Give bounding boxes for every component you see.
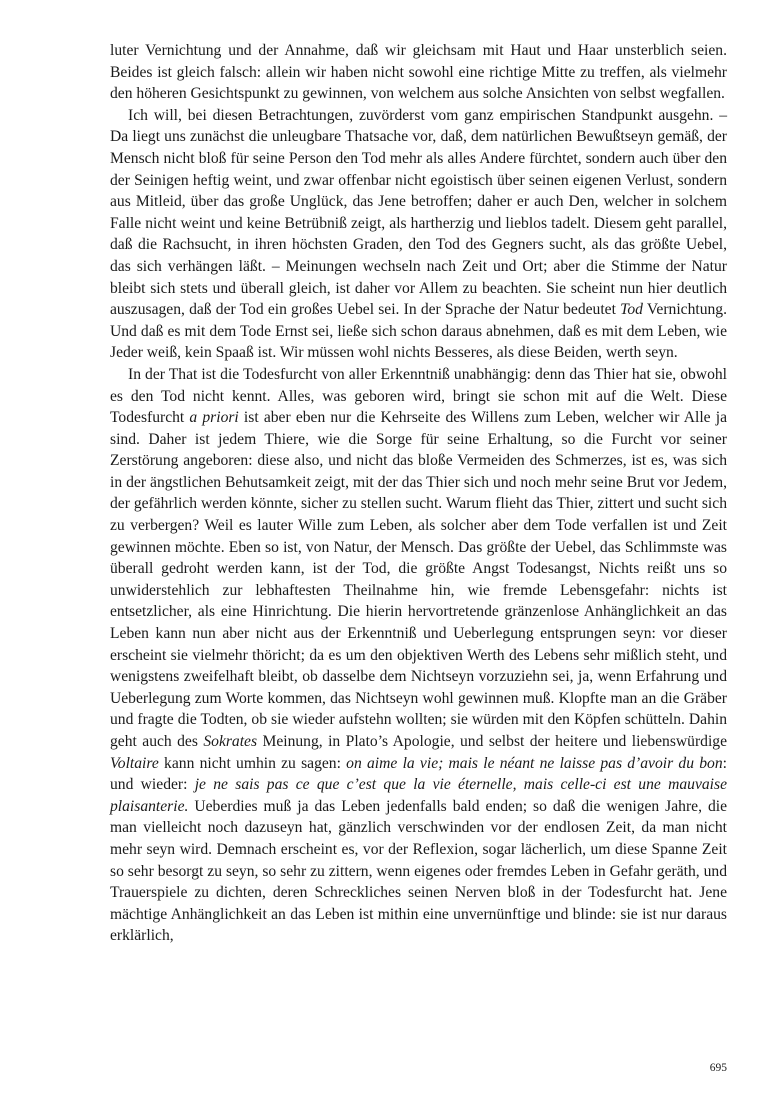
paragraph bbox=[110, 364, 727, 947]
text-run: luter Vernichtung und der Annahme, daß wir gleichsam mit Haut und Haar unsterblich seien. Beides ist gleich falsch: allein wir haben nicht sowohl eine richtige Mitte zu treffen, als vielmehr den höheren Gesichtspunkt zu gewinnen, von welchem aus solche Ansichten von selbst wegfallen. bbox=[110, 42, 727, 103]
paragraph bbox=[110, 105, 727, 364]
italic-text: a priori bbox=[189, 409, 239, 427]
italic-text: Voltaire bbox=[110, 754, 159, 772]
text-run: kann nicht umhin zu sagen: bbox=[158, 754, 347, 772]
text-run: Meinung, in Plato’s Apologie, und selbst der heitere und liebenswürdige bbox=[257, 733, 728, 750]
italic-text: je ne sais pas ce que c’est que la vie éternelle, mais celle-ci est une mauvaise plaisanterie. bbox=[110, 776, 727, 815]
text-run: Ich will, bei diesen Betrachtungen, zuvörderst vom ganz empirischen Standpunkt ausgehn. – Da liegt uns zunächst die unleugbare Thatsache vor, daß, dem natürlichen Bewußtseyn gemäß, der Mensch nicht bloß für seine Person den Tod mehr als alles Andere fürchtet, sondern auch über den der Seinigen heftig weint, und zwar offenbar nicht egoistisch über seinen eigenen Verlust, sondern aus Mitleid, über das große Unglück, das Jene betroffen; daher er auch Den, welcher in solchem Falle nicht weint und keine Betrübniß zeigt, als hartherzig und lieblos tadelt. Diesem geht parallel, daß die Rachsucht, in ihren höchsten Graden, den Tod des Gegners sucht, als das größte Uebel, das sich verhängen läßt. – Meinungen wechseln nach Zeit und Ort; aber die Stimme der Natur bleibt sich stets und überall gleich, ist daher vor Allem zu beachten. Sie scheint nun hier deutlich auszusagen, daß der Tod ein großes Uebel sei. In der Sprache der Natur bedeutet bbox=[110, 106, 727, 319]
italic-text: on aime la vie; mais le néant ne laisse pas d’avoir du bon bbox=[346, 754, 723, 772]
text-run: Ueberdies muß ja das Leben jedenfalls bald enden; so daß die wenigen Jahre, die man vielleicht noch dazuseyn hat, gänzlich verschwinden vor der endlosen Zeit, da man nicht mehr seyn wird. Demnach erscheint es, vor der Reflexion, sogar lächerlich, um diese Spanne Zeit so sehr besorgt zu seyn, so sehr zu zittern, wenn eigenes oder fremdes Leben in Gefahr geräth, und Trauerspiele zu dichten, deren Schreckliches seinen Nerven bloß in der Todesfurcht hat. Jene mächtige Anhänglichkeit an das Leben ist mithin eine unvernünftige und blinde: sie ist nur daraus erklärlich, bbox=[110, 797, 727, 945]
italic-text: Sokrates bbox=[203, 733, 258, 750]
page-number: 695 bbox=[709, 1062, 727, 1074]
italic-text: Tod bbox=[620, 301, 643, 319]
page-body bbox=[110, 40, 727, 947]
text-run: In der That ist die Todesfurcht von aller Erkenntniß unabhängig: denn das Thier hat sie, obwohl es den Tod nicht kennt. Alles, was geboren wird, bringt sie schon mit auf die Welt. Diese Todesfurcht bbox=[110, 365, 727, 427]
text-run: ist aber eben nur die Kehrseite des Willens zum Leben, welcher wir Alle ja sind. Daher ist jedem Thiere, wie die Sorge für seine Erhaltung, so die Furcht vor seiner Zerstörung angeboren: diese also, und nicht das bloße Vermeiden des Schmerzes, ist es, was sich in der ängstlichen Behutsamkeit zeigt, mit der das Thier sich und noch mehr seine Brut vor Jedem, der gefährlich werden könnte, sicher zu stellen sucht. Warum flieht das Thier, zittert und sucht sich zu verbergen? Weil es lauter Wille zum Leben, als solcher aber dem Tode verfallen ist und Zeit gewinnen möchte. Eben so ist, von Natur, der Mensch. Das größte der Uebel, das Schlimmste was überall gedroht werden kann, ist der Tod, die größte Angst Todesangst, Nichts reißt uns so unwiderstehlich zur lebhaftesten Theilnahme hin, wie fremde Lebensgefahr: nichts ist entsetzlicher, als eine Hinrichtung. Die hierin hervortretende gränzenlose Anhänglichkeit an das Leben kann nun aber nicht aus der Erkenntniß und Ueberlegung entsprungen seyn: vor dieser erscheint sie vielmehr thöricht; da es um den objektiven Werth des Lebens sehr mißlich steht, und wenigstens zweifelhaft bleibt, ob dasselbe dem Nichtseyn vorzuziehn sei, ja, wenn Erfahrung und Ueberlegung zum Worte kommen, das Nichtseyn wohl gewinnen muß. Klopfte man an die Gräber und fragte die Todten, ob sie wieder aufstehn wollten; sie würden mit den Köpfen schütteln. Dahin geht auch des bbox=[110, 409, 728, 750]
paragraph bbox=[110, 40, 727, 105]
text-run: : und wieder: bbox=[110, 754, 727, 794]
text-run: Vernichtung. Und daß es mit dem Tode Ernst sei, ließe sich schon daraus abnehmen, daß es mit dem Leben, wie Jeder weiß, kein Spaaß ist. Wir müssen wohl nichts Besseres, als diese Beiden, werth seyn. bbox=[110, 301, 727, 362]
